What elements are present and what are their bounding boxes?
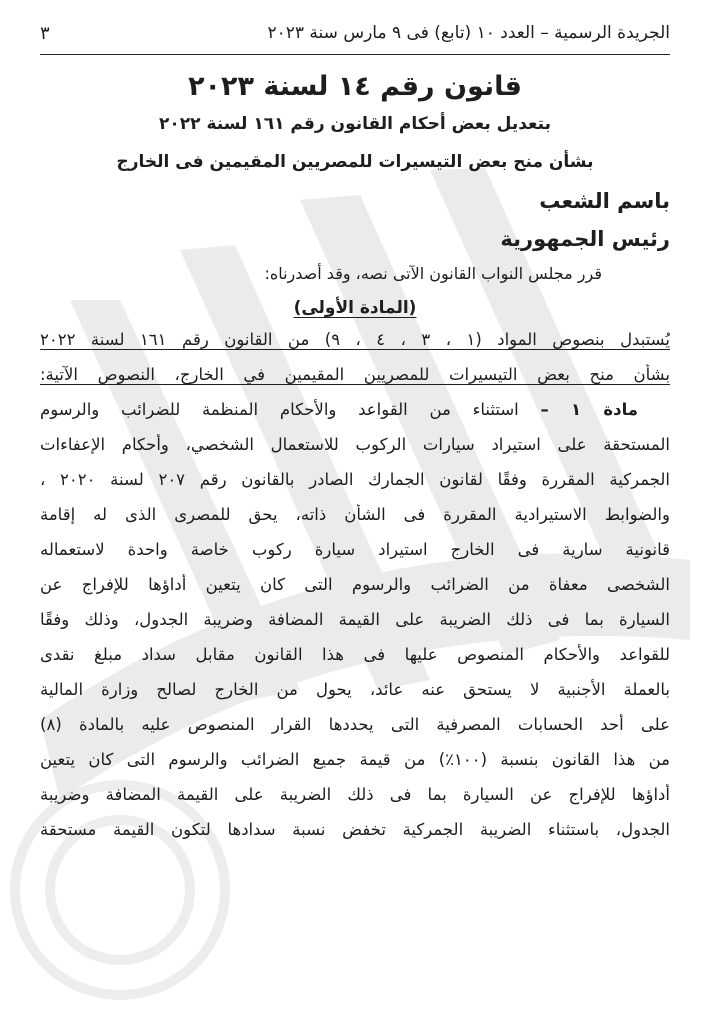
article-1-line: أداؤها للإفراج عن السيارة بما فى ذلك الضريبة على القيمة المضافة وضريبة	[40, 785, 670, 804]
in-the-name-of-people: باسم الشعب	[539, 189, 670, 213]
page-number: ٣	[40, 22, 50, 44]
article-1-line: قانونية سارية فى الخارج استيراد سيارة ركوب خاصة واحدة لاستعماله	[40, 540, 670, 559]
article-1-line: الجدول، باستثناء الضريبة الجمركية تخفض نسبة سدادها لتكون القيمة مستحقة	[40, 820, 670, 839]
issuance-statement: قرر مجلس النواب القانون الآتى نصه، وقد أصدرناه:	[264, 264, 602, 283]
article-1-line: والضوابط الاستيرادية المقررة فى الشأن ذاته، يحق للمصرى الذى له إقامة	[40, 505, 670, 524]
article-one-heading-text: (المادة الأولى)	[293, 298, 417, 318]
law-subtitle-topic: بشأن منح بعض التيسيرات للمصريين المقيمين فى الخارج	[116, 152, 594, 172]
article-1-line: المستحقة على استيراد سيارات الركوب للاستعمال الشخصي، وأحكام الإعفاءات	[40, 435, 670, 454]
article-1-label: مادة ١ –	[540, 400, 639, 419]
article-1-line: السيارة بما فى ذلك الضريبة على القيمة المضافة وضريبة الجدول، وذلك وفقًا	[40, 610, 670, 629]
law-title: قانون رقم ١٤ لسنة ٢٠٢٣	[188, 71, 522, 102]
article-1-line: على أحد الحسابات المصرفية التى يحددها القرار المنصوص عليه بالمادة (٨)	[40, 715, 670, 734]
article-one-heading	[40, 297, 670, 319]
article-1-line: من هذا القانون بنسبة (١٠٠٪) من قيمة جميع الضرائب والرسوم التى كان يتعين	[40, 750, 670, 769]
president-heading: رئيس الجمهورية	[500, 227, 670, 251]
article-intro-line: يُستبدل بنصوص المواد (١ ، ٣ ، ٤ ، ٩) من القانون رقم ١٦١ لسنة ٢٠٢٢	[40, 330, 670, 349]
article-intro-line: بشأن منح بعض التيسيرات للمصريين المقيمين في الخارج، النصوص الآتية:	[40, 365, 670, 384]
article-1-line: للقواعد والأحكام المنصوص عليها فى هذا القانون مقابل سداد مبلغ نقدى	[40, 645, 670, 664]
law-subtitle-amendment: بتعديل بعض أحكام القانون رقم ١٦١ لسنة ٢٠٢٢	[159, 114, 551, 134]
article-1-first-line	[40, 399, 670, 434]
page-header	[40, 18, 670, 55]
gazette-page	[40, 18, 670, 854]
article-1-line: الشخصى معفاة من الضرائب والرسوم التى كان يتعين أداؤها للإفراج عن	[40, 575, 670, 594]
article-1-first-line-text: استثناء من القواعد والأحكام المنظمة للضرائب والرسوم	[40, 400, 519, 419]
article-1-line: الجمركية المقررة وفقًا لقانون الجمارك الصادر بالقانون رقم ٢٠٧ لسنة ٢٠٢٠ ،	[40, 470, 670, 489]
article-1-line: بالعملة الأجنبية لا يستحق عنه عائد، يحول من الخارج لصالح وزارة المالية	[40, 680, 670, 699]
gazette-issue-line: الجريدة الرسمية – العدد ١٠ (تابع) فى ٩ مارس سنة ٢٠٢٣	[267, 23, 670, 43]
